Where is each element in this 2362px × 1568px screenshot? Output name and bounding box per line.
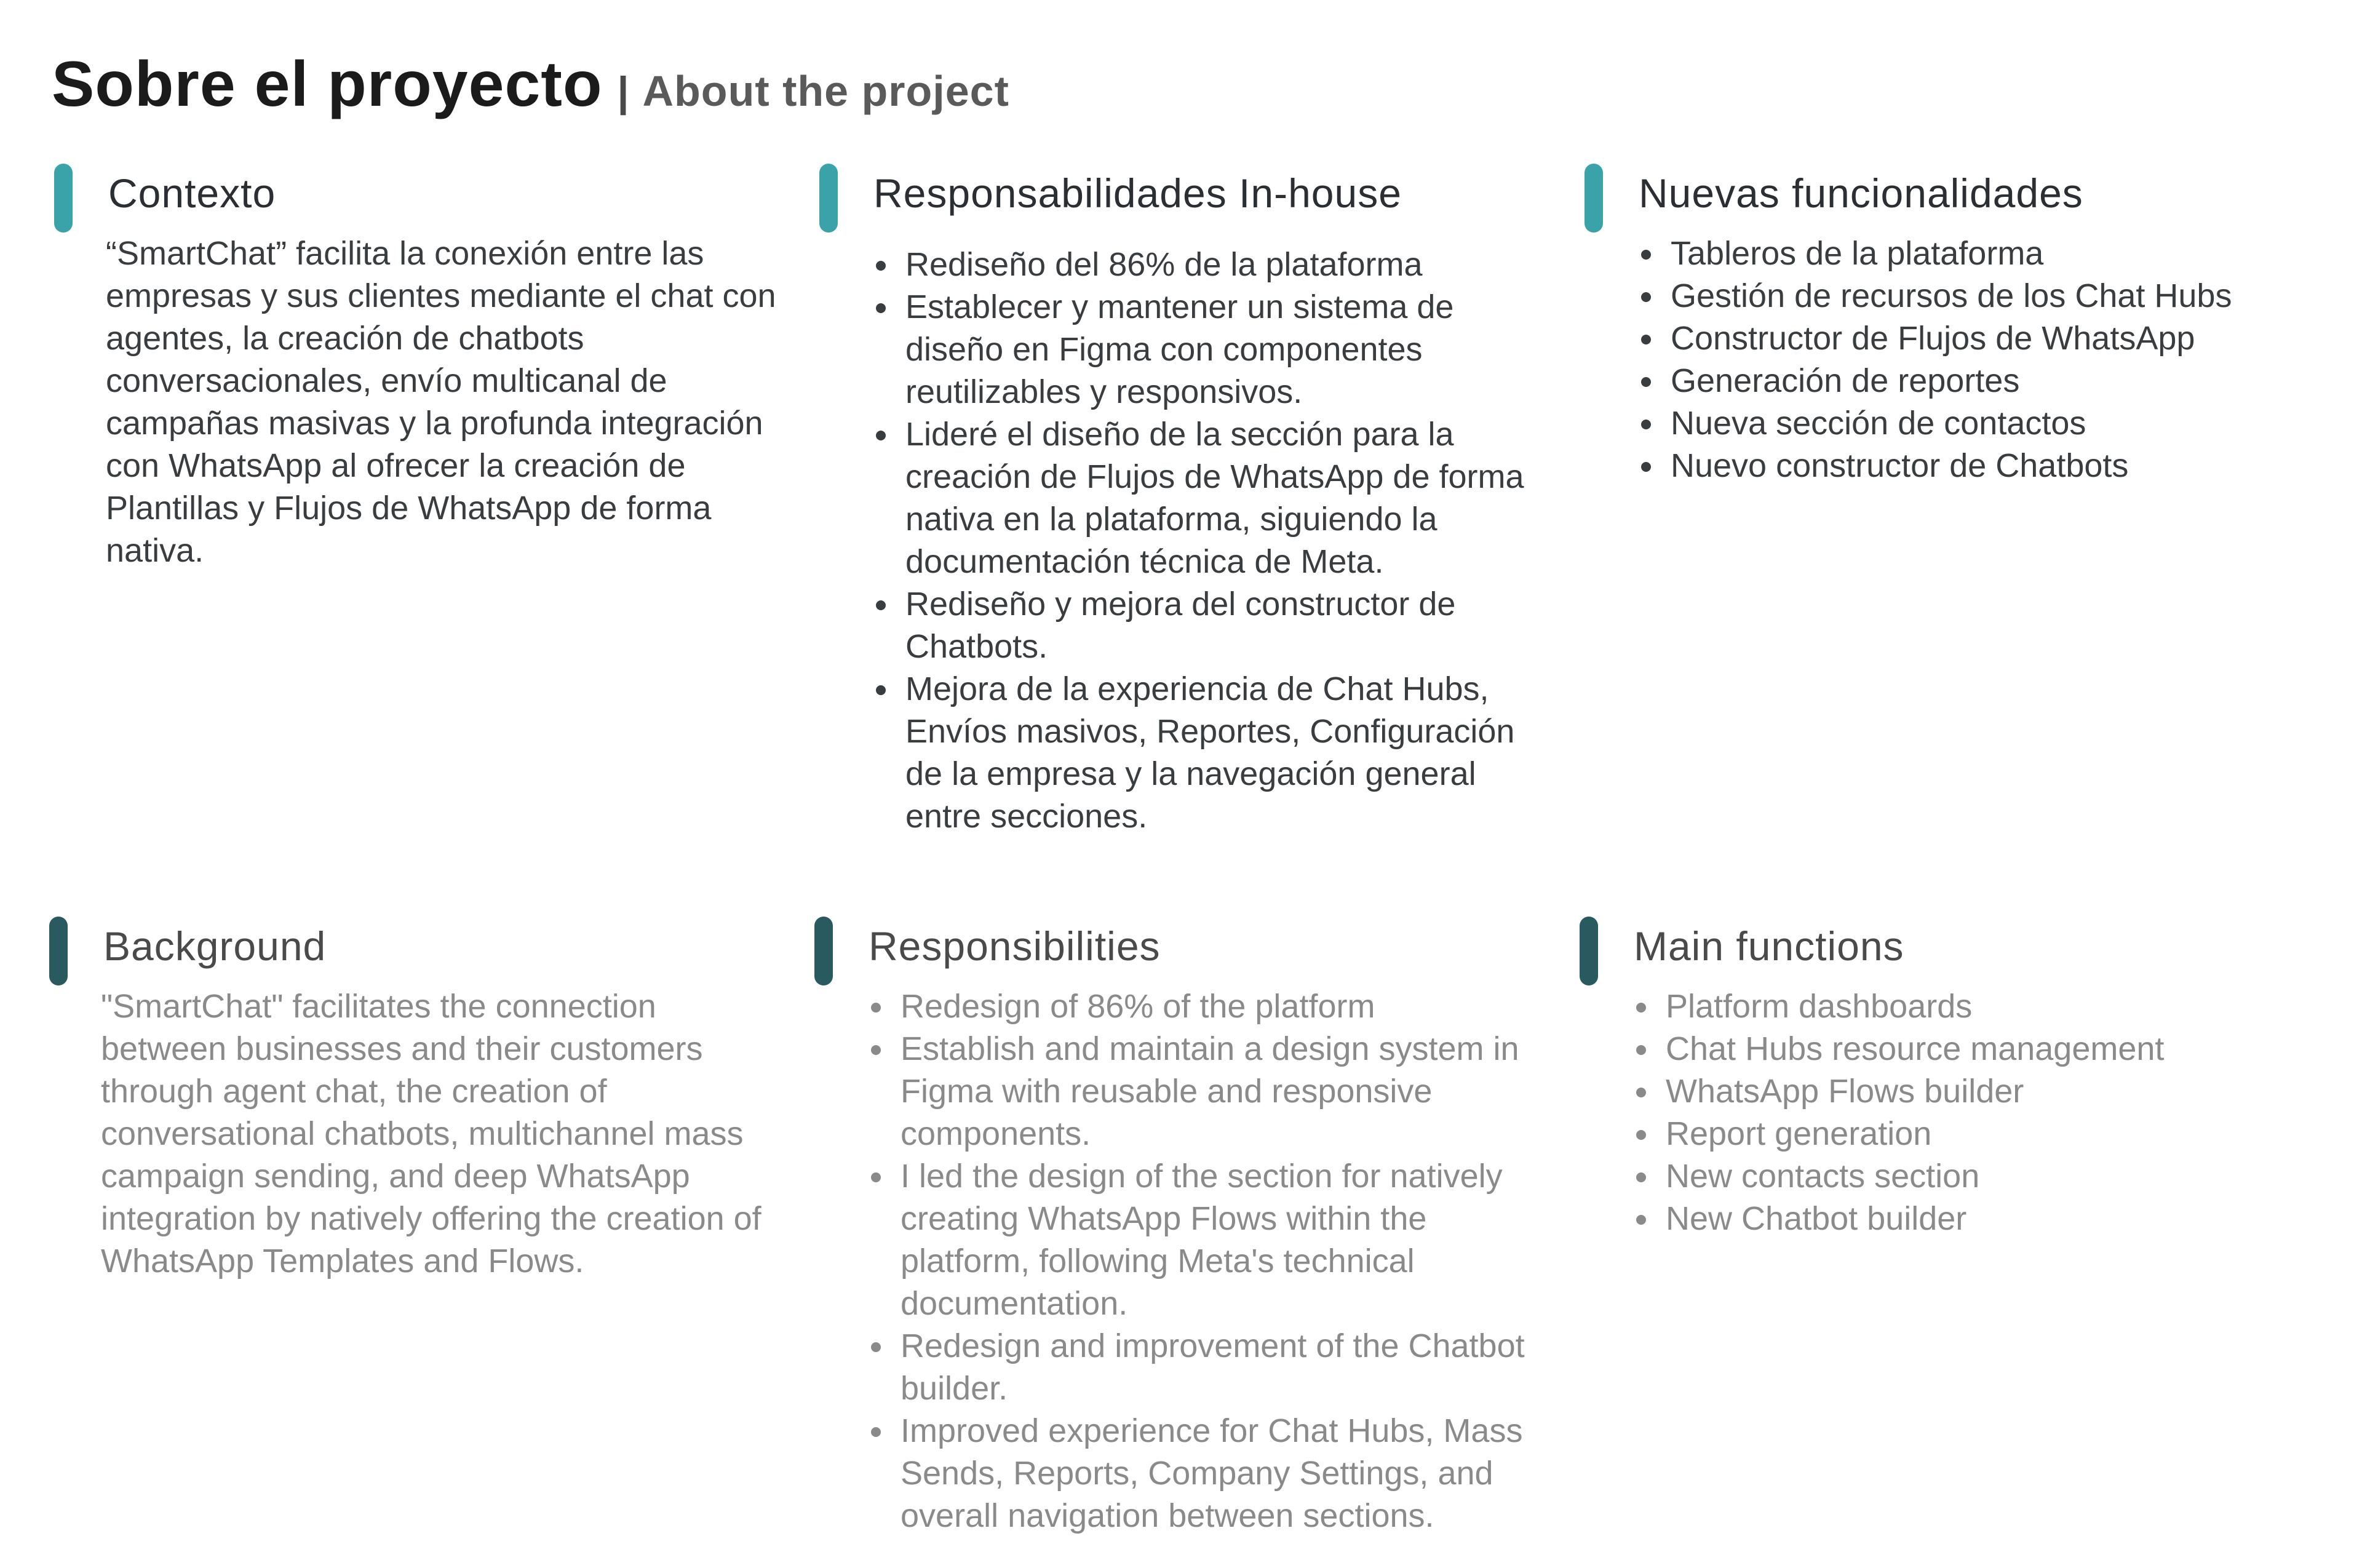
list-item: New contacts section bbox=[1631, 1155, 2320, 1198]
section-accent-bar bbox=[49, 917, 68, 985]
list-item: Improved experience for Chat Hubs, Mass Sends, Reports, Company Settings, and overall navigation between sections. bbox=[866, 1410, 1555, 1537]
list-item: Constructor de Flujos de WhatsApp bbox=[1636, 317, 2325, 360]
list-item: Report generation bbox=[1631, 1113, 2320, 1155]
section-body bbox=[106, 233, 795, 572]
list-item: Redesign of 86% of the platform bbox=[866, 985, 1555, 1028]
list-item: Rediseño y mejora del constructor de Chatbots. bbox=[871, 583, 1560, 668]
bullet-list bbox=[871, 244, 1560, 838]
list-item: Lideré el diseño de la sección para la creación de Flujos de WhatsApp de forma nativa en la plataforma, siguiendo la documentación técnica de Meta. bbox=[871, 413, 1560, 583]
section-body bbox=[866, 985, 1555, 1537]
section-accent-bar bbox=[54, 164, 73, 233]
background-paragraph: "SmartChat" facilitates the connection between businesses and their customers through agent chat, the creation of conversational chatbots, multichannel mass campaign sending, and deep WhatsApp integration by natively offering the creation of WhatsApp Templates and Flows. bbox=[101, 988, 761, 1279]
list-item: Nuevo constructor de Chatbots bbox=[1636, 445, 2325, 487]
section-body bbox=[101, 985, 790, 1283]
list-item: Redesign and improvement of the Chatbot builder. bbox=[866, 1325, 1555, 1410]
bullet-list bbox=[1631, 985, 2320, 1240]
list-item: Mejora de la experiencia de Chat Hubs, Envíos masivos, Reportes, Configuración de la empresa y la navegación general entre secciones. bbox=[871, 668, 1560, 838]
list-item: Tableros de la plataforma bbox=[1636, 233, 2325, 275]
page-title: Sobre el proyecto bbox=[52, 49, 603, 120]
page-subtitle: About the project bbox=[642, 67, 1009, 115]
section-accent-bar bbox=[1580, 917, 1598, 985]
list-item: Establecer y mantener un sistema de diseño en Figma con componentes reutilizables y responsivos. bbox=[871, 286, 1560, 413]
section-body bbox=[1631, 985, 2320, 1240]
list-item: Chat Hubs resource management bbox=[1631, 1028, 2320, 1070]
section-accent-bar bbox=[814, 917, 833, 985]
list-item: Nueva sección de contactos bbox=[1636, 402, 2325, 445]
list-item: Generación de reportes bbox=[1636, 360, 2325, 402]
title-separator: | bbox=[617, 68, 629, 115]
section-body bbox=[871, 244, 1560, 838]
list-item: Platform dashboards bbox=[1631, 985, 2320, 1028]
context-paragraph: “SmartChat” facilita la conexión entre las empresas y sus clientes mediante el chat con agentes, la creación de chatbots conversacionales, envío multicanal de campañas masivas y la profunda integración con WhatsApp al ofrecer la creación de Plantillas y Flujos de WhatsApp de forma nativa. bbox=[106, 235, 776, 569]
list-item: Gestión de recursos de los Chat Hubs bbox=[1636, 275, 2325, 317]
section-title: Responsabilidades In-house bbox=[873, 170, 1402, 216]
list-item: I led the design of the section for natively creating WhatsApp Flows within the platform, following Meta's technical documentation. bbox=[866, 1155, 1555, 1325]
section-title: Responsibilities bbox=[869, 923, 1161, 969]
section-title: Contexto bbox=[108, 170, 276, 216]
bullet-list bbox=[1636, 233, 2325, 487]
list-item: WhatsApp Flows builder bbox=[1631, 1070, 2320, 1113]
list-item: Rediseño del 86% de la plataforma bbox=[871, 244, 1560, 286]
page-header bbox=[52, 48, 1009, 121]
list-item: New Chatbot builder bbox=[1631, 1198, 2320, 1240]
section-accent-bar bbox=[1585, 164, 1603, 233]
list-item: Establish and maintain a design system in Figma with reusable and responsive components. bbox=[866, 1028, 1555, 1155]
section-title: Background bbox=[103, 923, 327, 969]
bullet-list bbox=[866, 985, 1555, 1537]
section-title: Main functions bbox=[1634, 923, 1904, 969]
section-title: Nuevas funcionalidades bbox=[1639, 170, 2083, 216]
section-body bbox=[1636, 233, 2325, 487]
section-accent-bar bbox=[819, 164, 838, 233]
